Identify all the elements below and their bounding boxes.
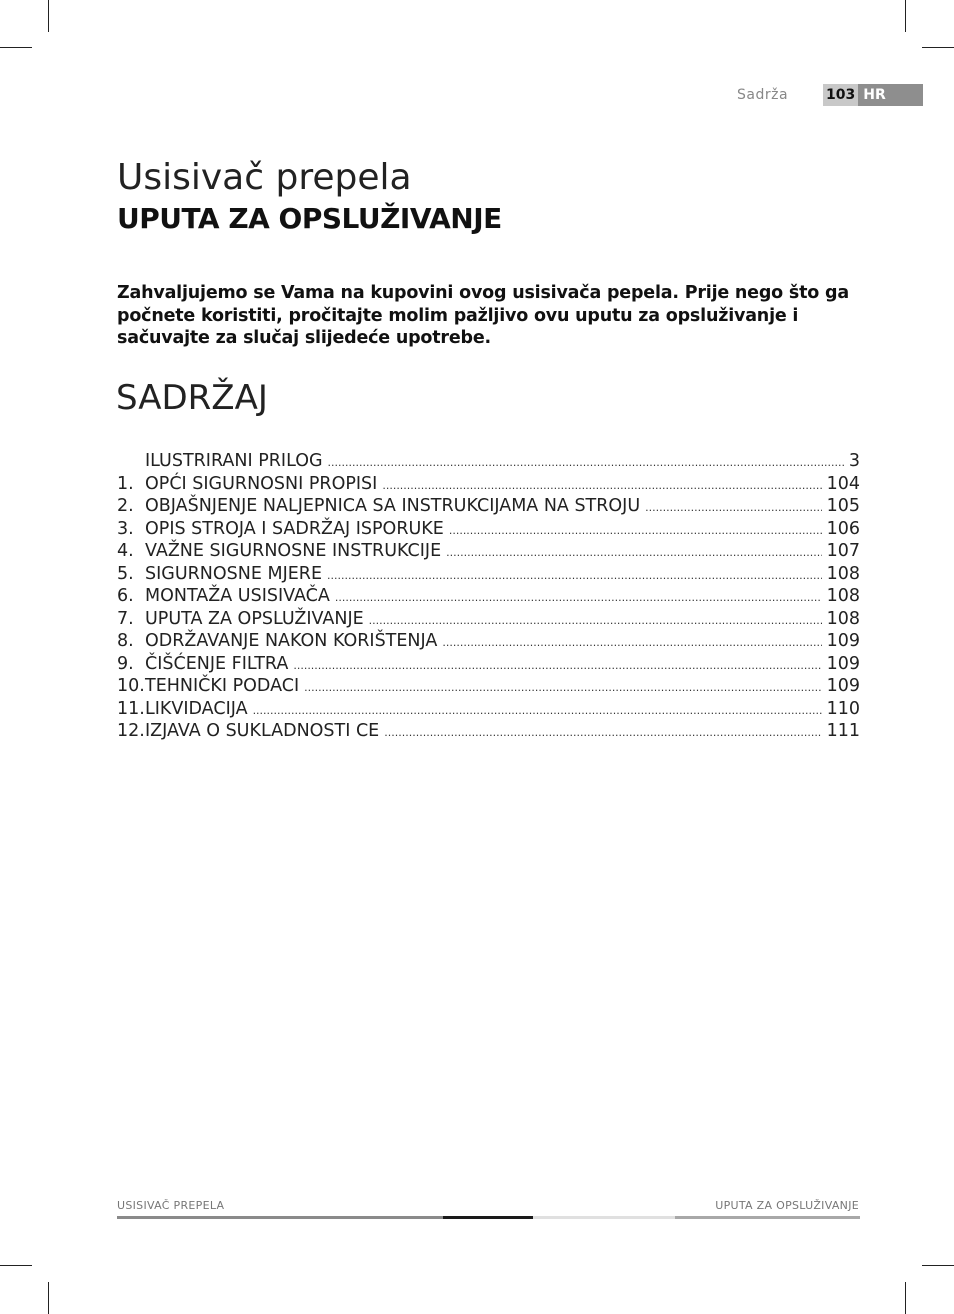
toc-dot-leader — [645, 501, 821, 514]
crop-mark — [905, 0, 906, 32]
toc-entry-label: ILUSTRIRANI PRILOG — [145, 451, 323, 471]
toc-entry-label: TEHNIČKI PODACI — [145, 676, 300, 696]
toc-entry-label: ČIŠĆENJE FILTRA — [145, 653, 289, 674]
toc-dot-leader — [446, 546, 821, 559]
crop-mark — [0, 1265, 32, 1266]
toc-entry-label: MONTAŽA USISIVAČA — [145, 586, 330, 606]
toc-entry-number: 2. — [117, 496, 134, 516]
toc-entry-page: 108 — [826, 563, 860, 584]
toc-entry-number: 8. — [117, 631, 134, 651]
toc-heading: SADRŽAJ — [116, 378, 268, 418]
toc-entry-page: 111 — [826, 721, 860, 741]
toc-dot-leader — [328, 456, 844, 469]
toc-entry — [117, 699, 860, 722]
toc-entry-number: 11. — [117, 698, 145, 719]
toc-entry-number: 4. — [117, 541, 134, 561]
toc-entry-number: 7. — [117, 608, 134, 629]
toc-dot-leader — [369, 614, 822, 627]
toc-entry-label: ODRŽAVANJE NAKON KORIŠTENJA — [145, 631, 438, 651]
footer-bar-segment — [117, 1216, 443, 1219]
toc-dot-leader — [327, 569, 822, 582]
toc-dot-leader — [335, 591, 822, 604]
toc-entry — [117, 654, 860, 677]
crop-mark — [0, 47, 32, 48]
toc-entry-number: 3. — [117, 518, 134, 539]
toc-entry-page: 110 — [826, 698, 860, 719]
crop-mark — [48, 0, 49, 32]
header-page-number: 103 — [823, 84, 858, 106]
crop-mark — [905, 1282, 906, 1314]
header-section-name: Sadrža — [737, 87, 789, 103]
toc-entry-label: UPUTA ZA OPSLUŽIVANJE — [145, 608, 364, 629]
toc-entry-number: 5. — [117, 563, 134, 584]
header-language: HR — [858, 84, 923, 106]
header-page-box — [823, 84, 923, 106]
toc-dot-leader — [382, 479, 821, 492]
toc-entry — [117, 586, 860, 609]
toc-entry-number: 10. — [117, 676, 145, 696]
toc-entry — [117, 609, 860, 632]
toc-entry-number: 12. — [117, 721, 145, 741]
toc-entry — [117, 474, 860, 497]
toc-entry-label: IZJAVA O SUKLADNOSTI CE — [145, 721, 380, 741]
toc-dot-leader — [384, 726, 821, 739]
toc-dot-leader — [442, 636, 821, 649]
toc-dot-leader — [293, 659, 821, 672]
toc-entry — [117, 564, 860, 587]
table-of-contents — [117, 451, 860, 744]
toc-entry-number: 1. — [117, 473, 134, 494]
toc-dot-leader — [253, 704, 822, 717]
toc-entry-label: SIGURNOSNE MJERE — [145, 563, 323, 584]
footer-bar-segment — [533, 1216, 675, 1219]
toc-entry-label: OPIS STROJA I SADRŽAJ ISPORUKE — [145, 518, 444, 539]
document-title: UPUTA ZA OPSLUŽIVANJE — [117, 202, 502, 235]
toc-entry-label: LIKVIDACIJA — [145, 698, 248, 719]
product-title: Usisivač prepela — [117, 157, 412, 198]
toc-entry-label: OPĆI SIGURNOSNI PROPISI — [145, 473, 378, 494]
toc-entry — [117, 496, 860, 519]
crop-mark — [48, 1282, 49, 1314]
footer-left-text: USISIVAČ PREPELA — [117, 1199, 225, 1212]
crop-mark — [922, 1265, 954, 1266]
toc-entry-page: 109 — [826, 631, 860, 651]
toc-entry — [117, 721, 860, 744]
toc-entry-page: 109 — [826, 653, 860, 674]
toc-entry-label: OBJAŠNJENJE NALJEPNICA SA INSTRUKCIJAMA NA STROJU — [145, 496, 641, 516]
toc-entry-page: 107 — [826, 541, 860, 561]
toc-entry-number: 9. — [117, 653, 134, 674]
toc-entry — [117, 676, 860, 699]
toc-entry-page: 109 — [826, 676, 860, 696]
toc-entry-page: 108 — [826, 586, 860, 606]
toc-entry-label: VAŽNE SIGURNOSNE INSTRUKCIJE — [145, 541, 442, 561]
footer-bar-segment — [675, 1216, 860, 1219]
toc-dot-leader — [449, 524, 822, 537]
footer-right-text: UPUTA ZA OPSLUŽIVANJE — [715, 1199, 859, 1212]
toc-entry — [117, 451, 860, 474]
footer-bar-segment — [443, 1216, 533, 1219]
toc-dot-leader — [304, 681, 821, 694]
intro-paragraph: Zahvaljujemo se Vama na kupovini ovog usisivača pepela. Prije nego što ga počnete koristiti, pročitajte molim pažljivo ovu uputu za opsluživanje i sačuvajte za slučaj slijedeće upotrebe. — [117, 283, 849, 348]
toc-entry-page: 108 — [826, 608, 860, 629]
toc-entry-number: 6. — [117, 586, 134, 606]
toc-entry-page: 104 — [826, 473, 860, 494]
toc-entry — [117, 519, 860, 542]
crop-mark — [922, 47, 954, 48]
toc-entry-page: 106 — [826, 518, 860, 539]
toc-entry — [117, 631, 860, 654]
toc-entry — [117, 541, 860, 564]
toc-entry-page: 105 — [826, 496, 860, 516]
toc-entry-page: 3 — [848, 451, 860, 471]
